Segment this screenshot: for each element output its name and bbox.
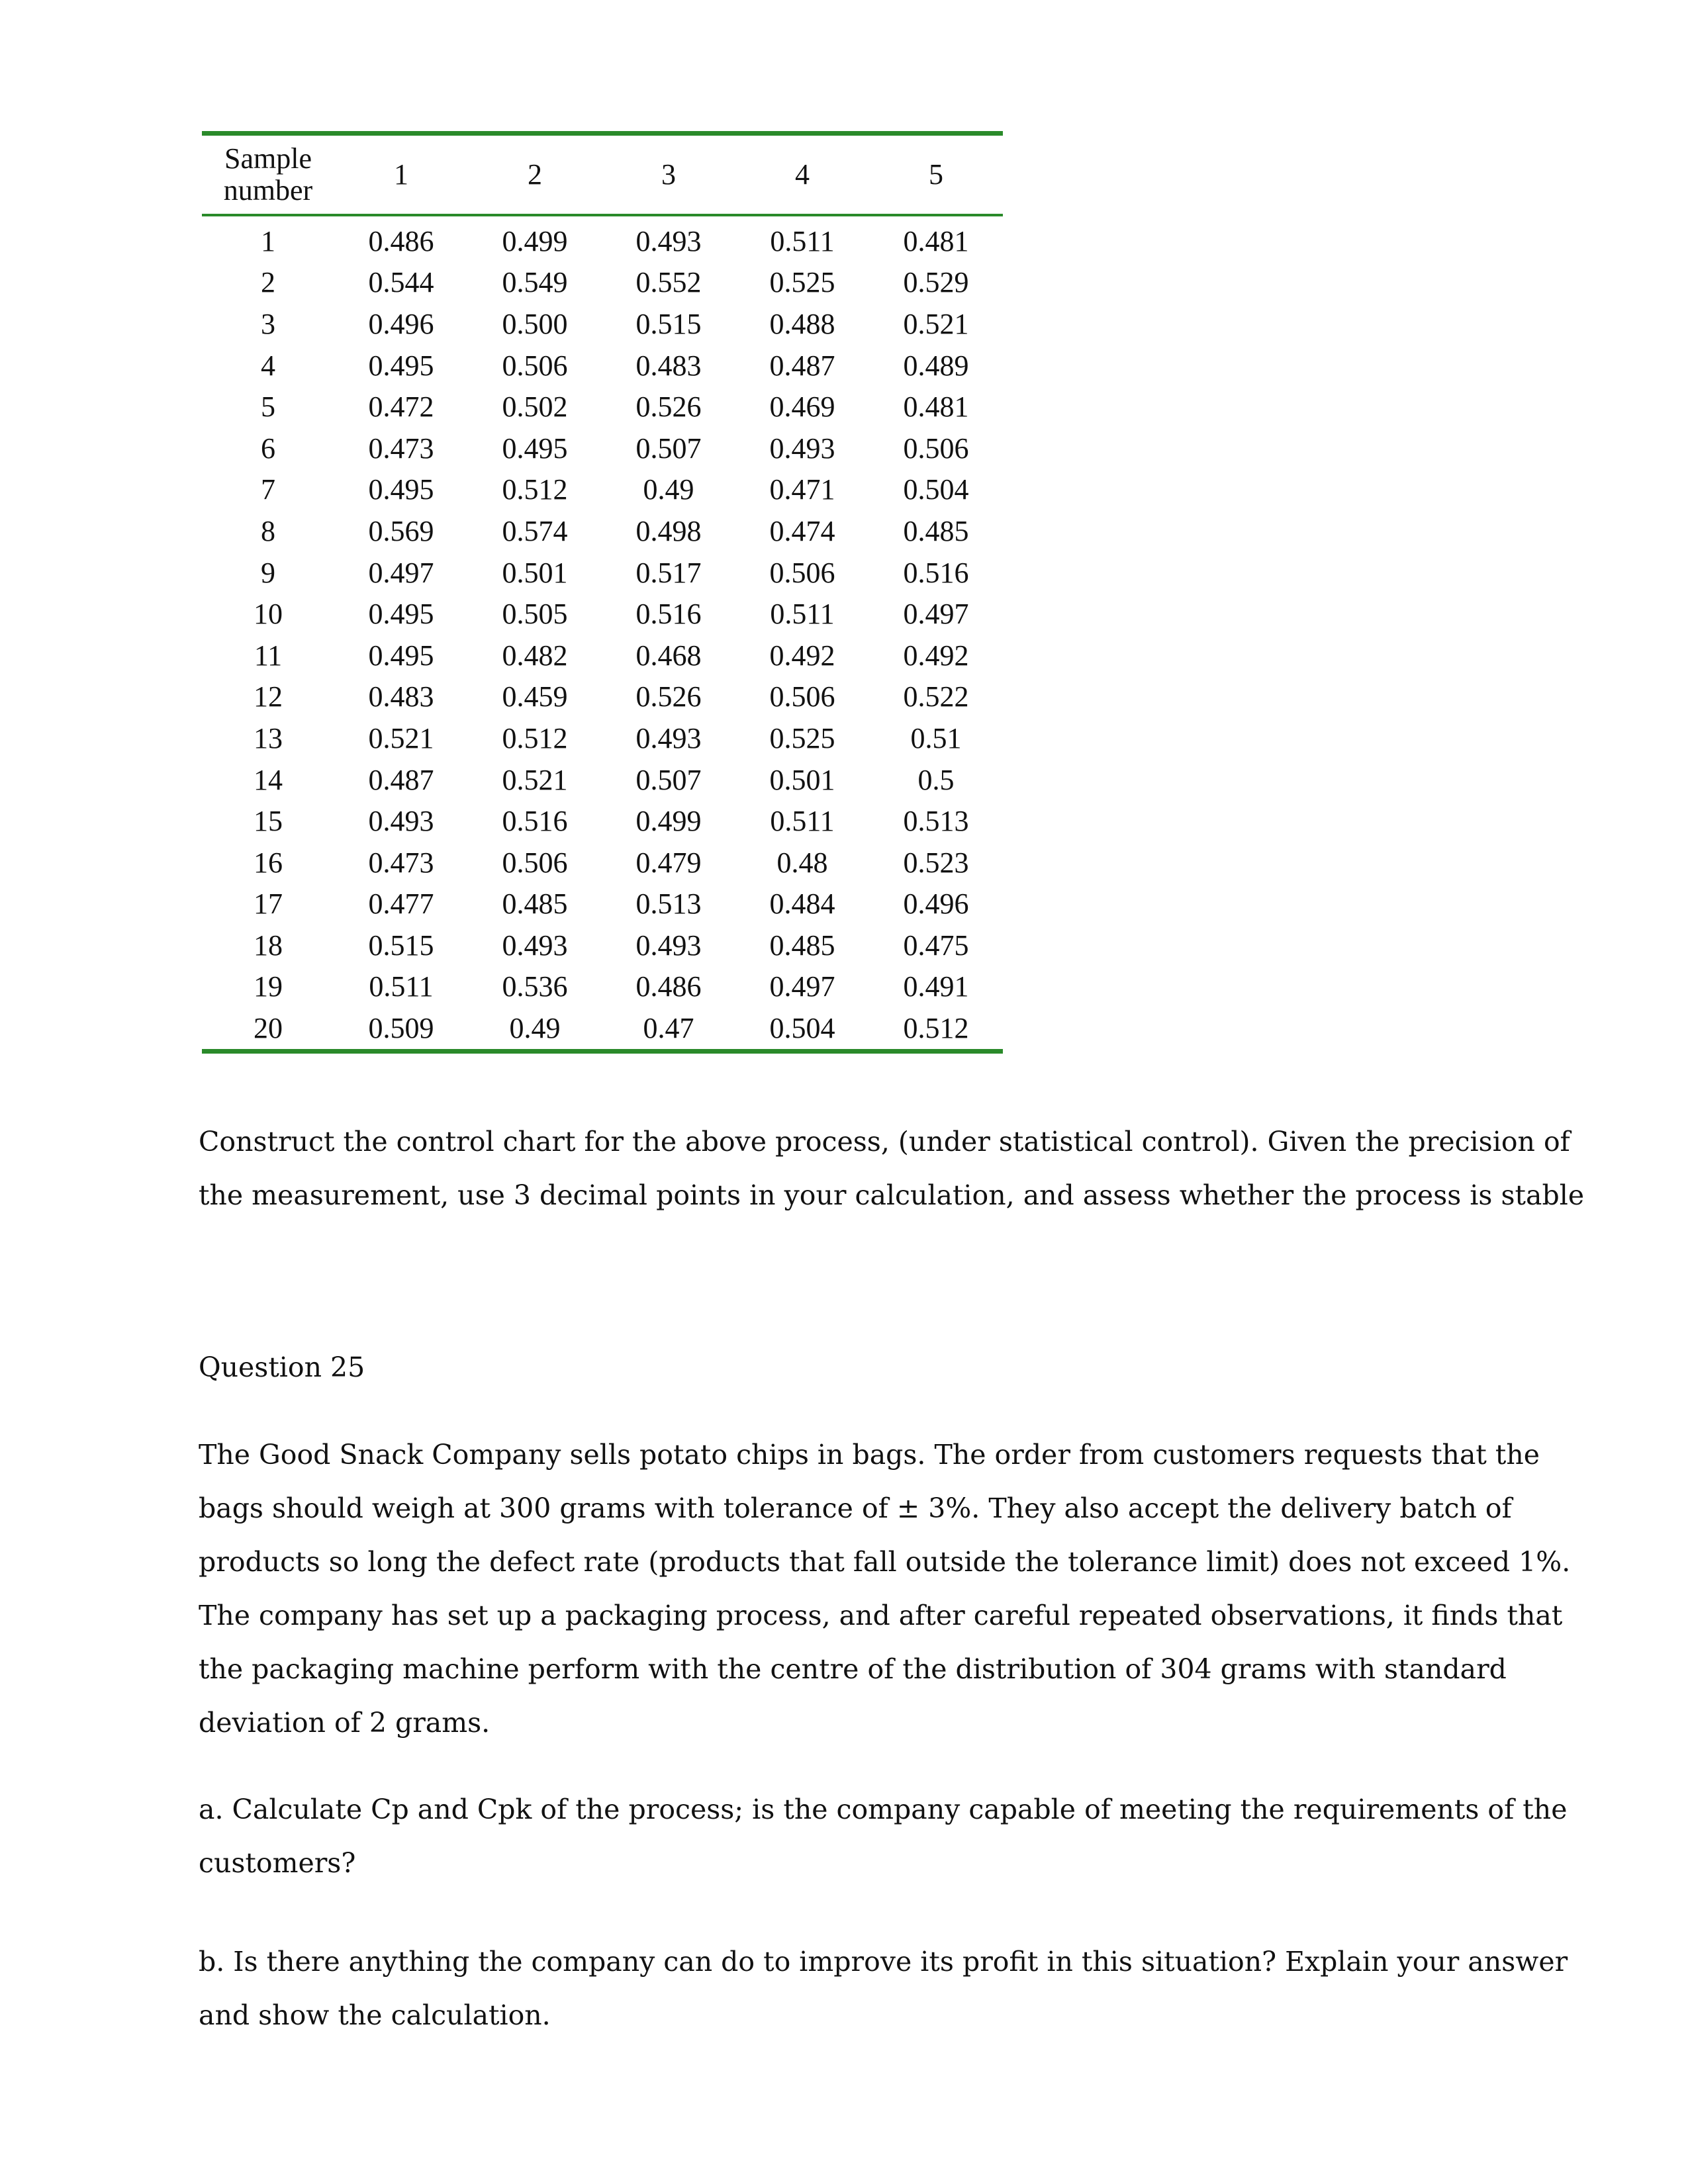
- measurement-cell: 0.495: [502, 432, 568, 465]
- table-row: [202, 966, 1003, 1008]
- measurement-cell: 0.497: [903, 598, 969, 631]
- measurement-cell: 0.489: [903, 349, 969, 382]
- measurement-cell: 0.51: [910, 721, 962, 754]
- measurement-cell: 0.498: [635, 514, 702, 547]
- measurement-cell: 0.47: [643, 1012, 694, 1045]
- measurement-cell: 0.511: [369, 970, 434, 1003]
- sample-number-cell: 1: [261, 224, 275, 257]
- table-row: [202, 386, 1003, 428]
- sample-number-cell: 6: [261, 432, 275, 465]
- question-body: [199, 1428, 1571, 1750]
- table-row: [202, 925, 1003, 966]
- measurement-cell: 0.511: [770, 805, 835, 838]
- measurement-cell: 0.507: [635, 763, 702, 796]
- measurement-cell: 0.506: [502, 349, 568, 382]
- table-row: [202, 800, 1003, 842]
- measurement-cell: 0.502: [502, 390, 568, 424]
- measurement-cell: 0.526: [635, 680, 702, 713]
- measurement-cell: 0.516: [903, 556, 969, 589]
- table-row: [202, 428, 1003, 469]
- measurement-cell: 0.482: [502, 639, 568, 672]
- measurement-cell: 0.500: [502, 307, 568, 340]
- measurement-cell: 0.473: [368, 432, 434, 465]
- measurement-cell: 0.517: [635, 556, 702, 589]
- measurement-cell: 0.493: [502, 929, 568, 962]
- measurement-cell: 0.501: [769, 763, 835, 796]
- measurement-cell: 0.471: [769, 473, 835, 506]
- table-body: [202, 215, 1003, 1051]
- measurement-cell: 0.485: [903, 514, 969, 547]
- measurement-cell: 0.506: [769, 680, 835, 713]
- table-row: [202, 345, 1003, 387]
- measurement-cell: 0.48: [776, 846, 828, 879]
- column-header: 2: [528, 158, 542, 191]
- measurement-cell: 0.495: [368, 349, 434, 382]
- measurement-cell: 0.487: [368, 763, 434, 796]
- table-row: [202, 593, 1003, 635]
- table-header-row: [202, 134, 1003, 216]
- table-row: [202, 552, 1003, 594]
- sample-number-cell: 15: [254, 805, 283, 838]
- measurement-cell: 0.468: [635, 639, 702, 672]
- measurement-cell: 0.479: [635, 846, 702, 879]
- measurement-cell: 0.509: [368, 1012, 434, 1045]
- measurement-cell: 0.501: [502, 556, 568, 589]
- measurement-cell: 0.523: [903, 846, 969, 879]
- question-body-line: bags should weigh at 300 grams with tolerance of ± 3%. They also accept the delivery batch of: [199, 1492, 1512, 1524]
- measurement-cell: 0.493: [769, 432, 835, 465]
- sample-number-cell: 8: [261, 514, 275, 547]
- measurement-cell: 0.487: [769, 349, 835, 382]
- measurement-cell: 0.485: [502, 887, 568, 921]
- sample-number-cell: 12: [254, 680, 283, 713]
- measurement-cell: 0.496: [368, 307, 434, 340]
- control-chart-instructions: [199, 1115, 1585, 1222]
- question-part-b: [199, 1935, 1568, 2042]
- measurement-cell: 0.481: [903, 224, 969, 257]
- table-row: [202, 215, 1003, 262]
- measurement-cell: 0.472: [368, 390, 434, 424]
- sample-data-table: [202, 131, 1003, 1054]
- question-body-line: the packaging machine perform with the centre of the distribution of 304 grams with standard: [199, 1653, 1507, 1685]
- measurement-cell: 0.544: [368, 266, 434, 299]
- measurement-cell: 0.483: [368, 680, 434, 713]
- sample-number-header: Sample number: [223, 142, 313, 206]
- measurement-cell: 0.495: [368, 473, 434, 506]
- measurement-cell: 0.493: [635, 224, 702, 257]
- measurement-cell: 0.521: [368, 721, 434, 754]
- measurement-cell: 0.477: [368, 887, 434, 921]
- measurement-cell: 0.549: [502, 266, 568, 299]
- measurement-cell: 0.5: [917, 763, 955, 796]
- measurement-cell: 0.513: [635, 887, 702, 921]
- table-row: [202, 469, 1003, 511]
- measurement-cell: 0.485: [769, 929, 835, 962]
- sample-number-cell: 5: [261, 390, 275, 424]
- measurement-cell: 0.516: [502, 805, 568, 838]
- sample-number-cell: 20: [254, 1012, 283, 1045]
- measurement-cell: 0.515: [635, 307, 702, 340]
- table-row: [202, 262, 1003, 304]
- measurement-cell: 0.475: [903, 929, 969, 962]
- measurement-cell: 0.506: [769, 556, 835, 589]
- measurement-cell: 0.493: [368, 805, 434, 838]
- measurement-cell: 0.496: [903, 887, 969, 921]
- question-part-a: [199, 1783, 1568, 1890]
- measurement-cell: 0.492: [903, 639, 969, 672]
- measurement-cell: 0.512: [502, 473, 568, 506]
- measurement-cell: 0.499: [635, 805, 702, 838]
- measurement-cell: 0.493: [635, 929, 702, 962]
- measurement-cell: 0.488: [769, 307, 835, 340]
- measurement-cell: 0.506: [903, 432, 969, 465]
- measurement-cell: 0.49: [509, 1012, 561, 1045]
- column-header: 5: [929, 158, 943, 191]
- part-b-line: b. Is there anything the company can do to improve its profit in this situation? Explain your answer: [199, 1946, 1568, 1978]
- measurement-cell: 0.493: [635, 721, 702, 754]
- measurement-cell: 0.536: [502, 970, 568, 1003]
- measurement-cell: 0.484: [769, 887, 835, 921]
- measurement-cell: 0.497: [368, 556, 434, 589]
- measurement-cell: 0.529: [903, 266, 969, 299]
- measurement-cell: 0.483: [635, 349, 702, 382]
- sample-number-cell: 9: [261, 556, 275, 589]
- measurement-cell: 0.521: [903, 307, 969, 340]
- measurement-cell: 0.492: [769, 639, 835, 672]
- measurement-cell: 0.491: [903, 970, 969, 1003]
- column-header: 3: [661, 158, 676, 191]
- sample-number-cell: 11: [254, 639, 283, 672]
- question-body-line: The Good Snack Company sells potato chips in bags. The order from customers requests that the: [199, 1439, 1540, 1471]
- column-header: 1: [394, 158, 408, 191]
- table-row: [202, 635, 1003, 676]
- table-row: [202, 303, 1003, 345]
- measurement-cell: 0.512: [903, 1012, 969, 1045]
- instruction-line: Construct the control chart for the above process, (under statistical control). Given the precision of: [199, 1126, 1570, 1158]
- sample-number-cell: 3: [261, 307, 275, 340]
- measurement-cell: 0.569: [368, 514, 434, 547]
- table-row: [202, 884, 1003, 925]
- instruction-line: the measurement, use 3 decimal points in your calculation, and assess whether the process is stable: [199, 1179, 1585, 1211]
- table-row: [202, 676, 1003, 718]
- measurement-cell: 0.515: [368, 929, 434, 962]
- measurement-cell: 0.574: [502, 514, 568, 547]
- table-row: [202, 842, 1003, 884]
- question-body-line: The company has set up a packaging process, and after careful repeated observations, it finds that: [199, 1600, 1563, 1631]
- table-row: [202, 1007, 1003, 1051]
- question-body-line: deviation of 2 grams.: [199, 1707, 491, 1739]
- measurement-cell: 0.49: [643, 473, 694, 506]
- sample-number-cell: 13: [254, 721, 283, 754]
- measurement-cell: 0.552: [635, 266, 702, 299]
- sample-number-cell: 17: [254, 887, 283, 921]
- measurement-cell: 0.516: [635, 598, 702, 631]
- measurement-cell: 0.513: [903, 805, 969, 838]
- table-row: [202, 510, 1003, 552]
- part-b-line: and show the calculation.: [199, 1999, 551, 2031]
- part-a-line: a. Calculate Cp and Cpk of the process; is the company capable of meeting the requirements of the: [199, 1794, 1568, 1825]
- measurement-cell: 0.506: [502, 846, 568, 879]
- measurement-cell: 0.522: [903, 680, 969, 713]
- table-row: [202, 717, 1003, 759]
- measurement-cell: 0.486: [635, 970, 702, 1003]
- measurement-cell: 0.511: [770, 224, 835, 257]
- measurement-cell: 0.526: [635, 390, 702, 424]
- table-row: [202, 759, 1003, 801]
- part-a-line: customers?: [199, 1847, 356, 1879]
- measurement-cell: 0.495: [368, 598, 434, 631]
- sample-number-cell: 16: [254, 846, 283, 879]
- measurement-cell: 0.469: [769, 390, 835, 424]
- measurement-cell: 0.525: [769, 266, 835, 299]
- measurement-cell: 0.504: [769, 1012, 835, 1045]
- measurement-cell: 0.486: [368, 224, 434, 257]
- measurement-cell: 0.459: [502, 680, 568, 713]
- measurement-cell: 0.495: [368, 639, 434, 672]
- column-header: 4: [795, 158, 810, 191]
- sample-number-cell: 10: [254, 598, 283, 631]
- measurement-cell: 0.525: [769, 721, 835, 754]
- measurement-cell: 0.497: [769, 970, 835, 1003]
- sample-number-cell: 7: [261, 473, 275, 506]
- measurement-cell: 0.474: [769, 514, 835, 547]
- measurement-cell: 0.481: [903, 390, 969, 424]
- sample-number-cell: 2: [261, 266, 275, 299]
- measurement-cell: 0.504: [903, 473, 969, 506]
- sample-number-cell: 19: [254, 970, 283, 1003]
- measurement-cell: 0.499: [502, 224, 568, 257]
- sample-number-cell: 4: [261, 349, 275, 382]
- measurement-cell: 0.521: [502, 763, 568, 796]
- question-heading: Question 25: [199, 1351, 365, 1383]
- measurement-cell: 0.473: [368, 846, 434, 879]
- measurement-cell: 0.512: [502, 721, 568, 754]
- question-body-line: products so long the defect rate (products that fall outside the tolerance limit) does not exceed 1%.: [199, 1546, 1571, 1578]
- sample-number-cell: 14: [254, 763, 283, 796]
- measurement-cell: 0.505: [502, 598, 568, 631]
- measurement-cell: 0.511: [770, 598, 835, 631]
- measurement-cell: 0.507: [635, 432, 702, 465]
- sample-number-cell: 18: [254, 929, 283, 962]
